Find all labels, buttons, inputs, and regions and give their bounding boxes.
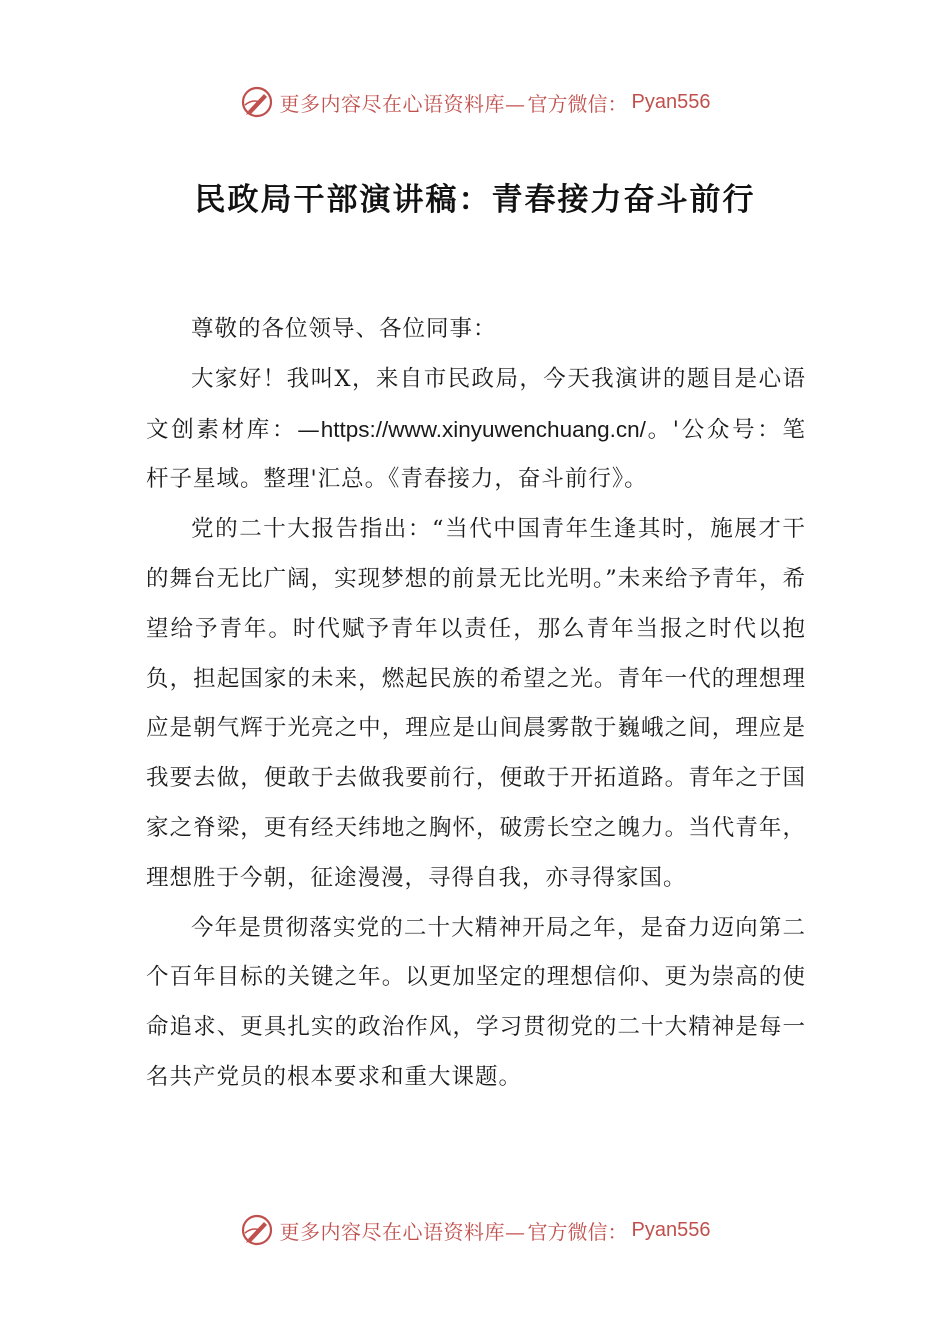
intro-text-after-url: 。'公众号：笔杆子星域。整理'汇总。《青春接力，奋斗前行》。 [146, 416, 806, 493]
banner-wechat-id: Pyan556 [631, 1218, 711, 1241]
pen-logo-icon [240, 1213, 274, 1247]
greeting-paragraph: 尊敬的各位领导、各位同事： [191, 316, 497, 342]
intro-text-before-url: 大家好！我叫X，来自市民政局，今天我演讲的题目是心语文创素材库：— [146, 365, 806, 443]
intro-paragraph [146, 355, 806, 505]
document-body [146, 305, 806, 1103]
body-paragraph-report: 党的二十大报告指出：“当代中国青年生逢其时，施展才干的舞台无比广阔，实现梦想的前景无比光明。”未来给予青年，希望给予青年。时代赋予青年以责任，那么青年当报之时代以抱负，担起国家的未来，燃起民族的希望之光。青年一代的理想理应是朝气辉于光亮之中，理应是山间晨雾散于巍峨之间，理应是我要去做，便敢于去做我要前行，便敢于开拓道路。青年之于国家之脊梁，更有经天纬地之胸怀，破雳长空之魄力。当代青年，理想胜于今朝，征途漫漫，寻得自我，亦寻得家国。 [146, 516, 806, 891]
document-title: 民政局干部演讲稿：青春接力奋斗前行 [194, 182, 756, 218]
banner-wechat-label: 官方微信： [527, 91, 628, 116]
banner-wechat-label: 官方微信： [527, 1219, 628, 1244]
body-paragraph-spirit: 今年是贯彻落实党的二十大精神开局之年，是奋力迈向第二个百年目标的关键之年。以更加坚定的理想信仰、更为崇高的使命追求、更具扎实的政治作风，学习贯彻党的二十大精神是每一名共产党员的根本要求和重大课题。 [146, 914, 806, 1090]
footer-watermark-banner [0, 1210, 950, 1250]
banner-text: 更多内容尽在心语资料库— [279, 1219, 526, 1244]
banner-wechat-id: Pyan556 [631, 90, 711, 113]
website-url-link[interactable]: https://www.xinyuwenchuang.cn/ [320, 416, 646, 442]
header-watermark-banner [0, 82, 950, 122]
banner-text: 更多内容尽在心语资料库— [279, 91, 526, 116]
pen-logo-icon [240, 85, 274, 119]
